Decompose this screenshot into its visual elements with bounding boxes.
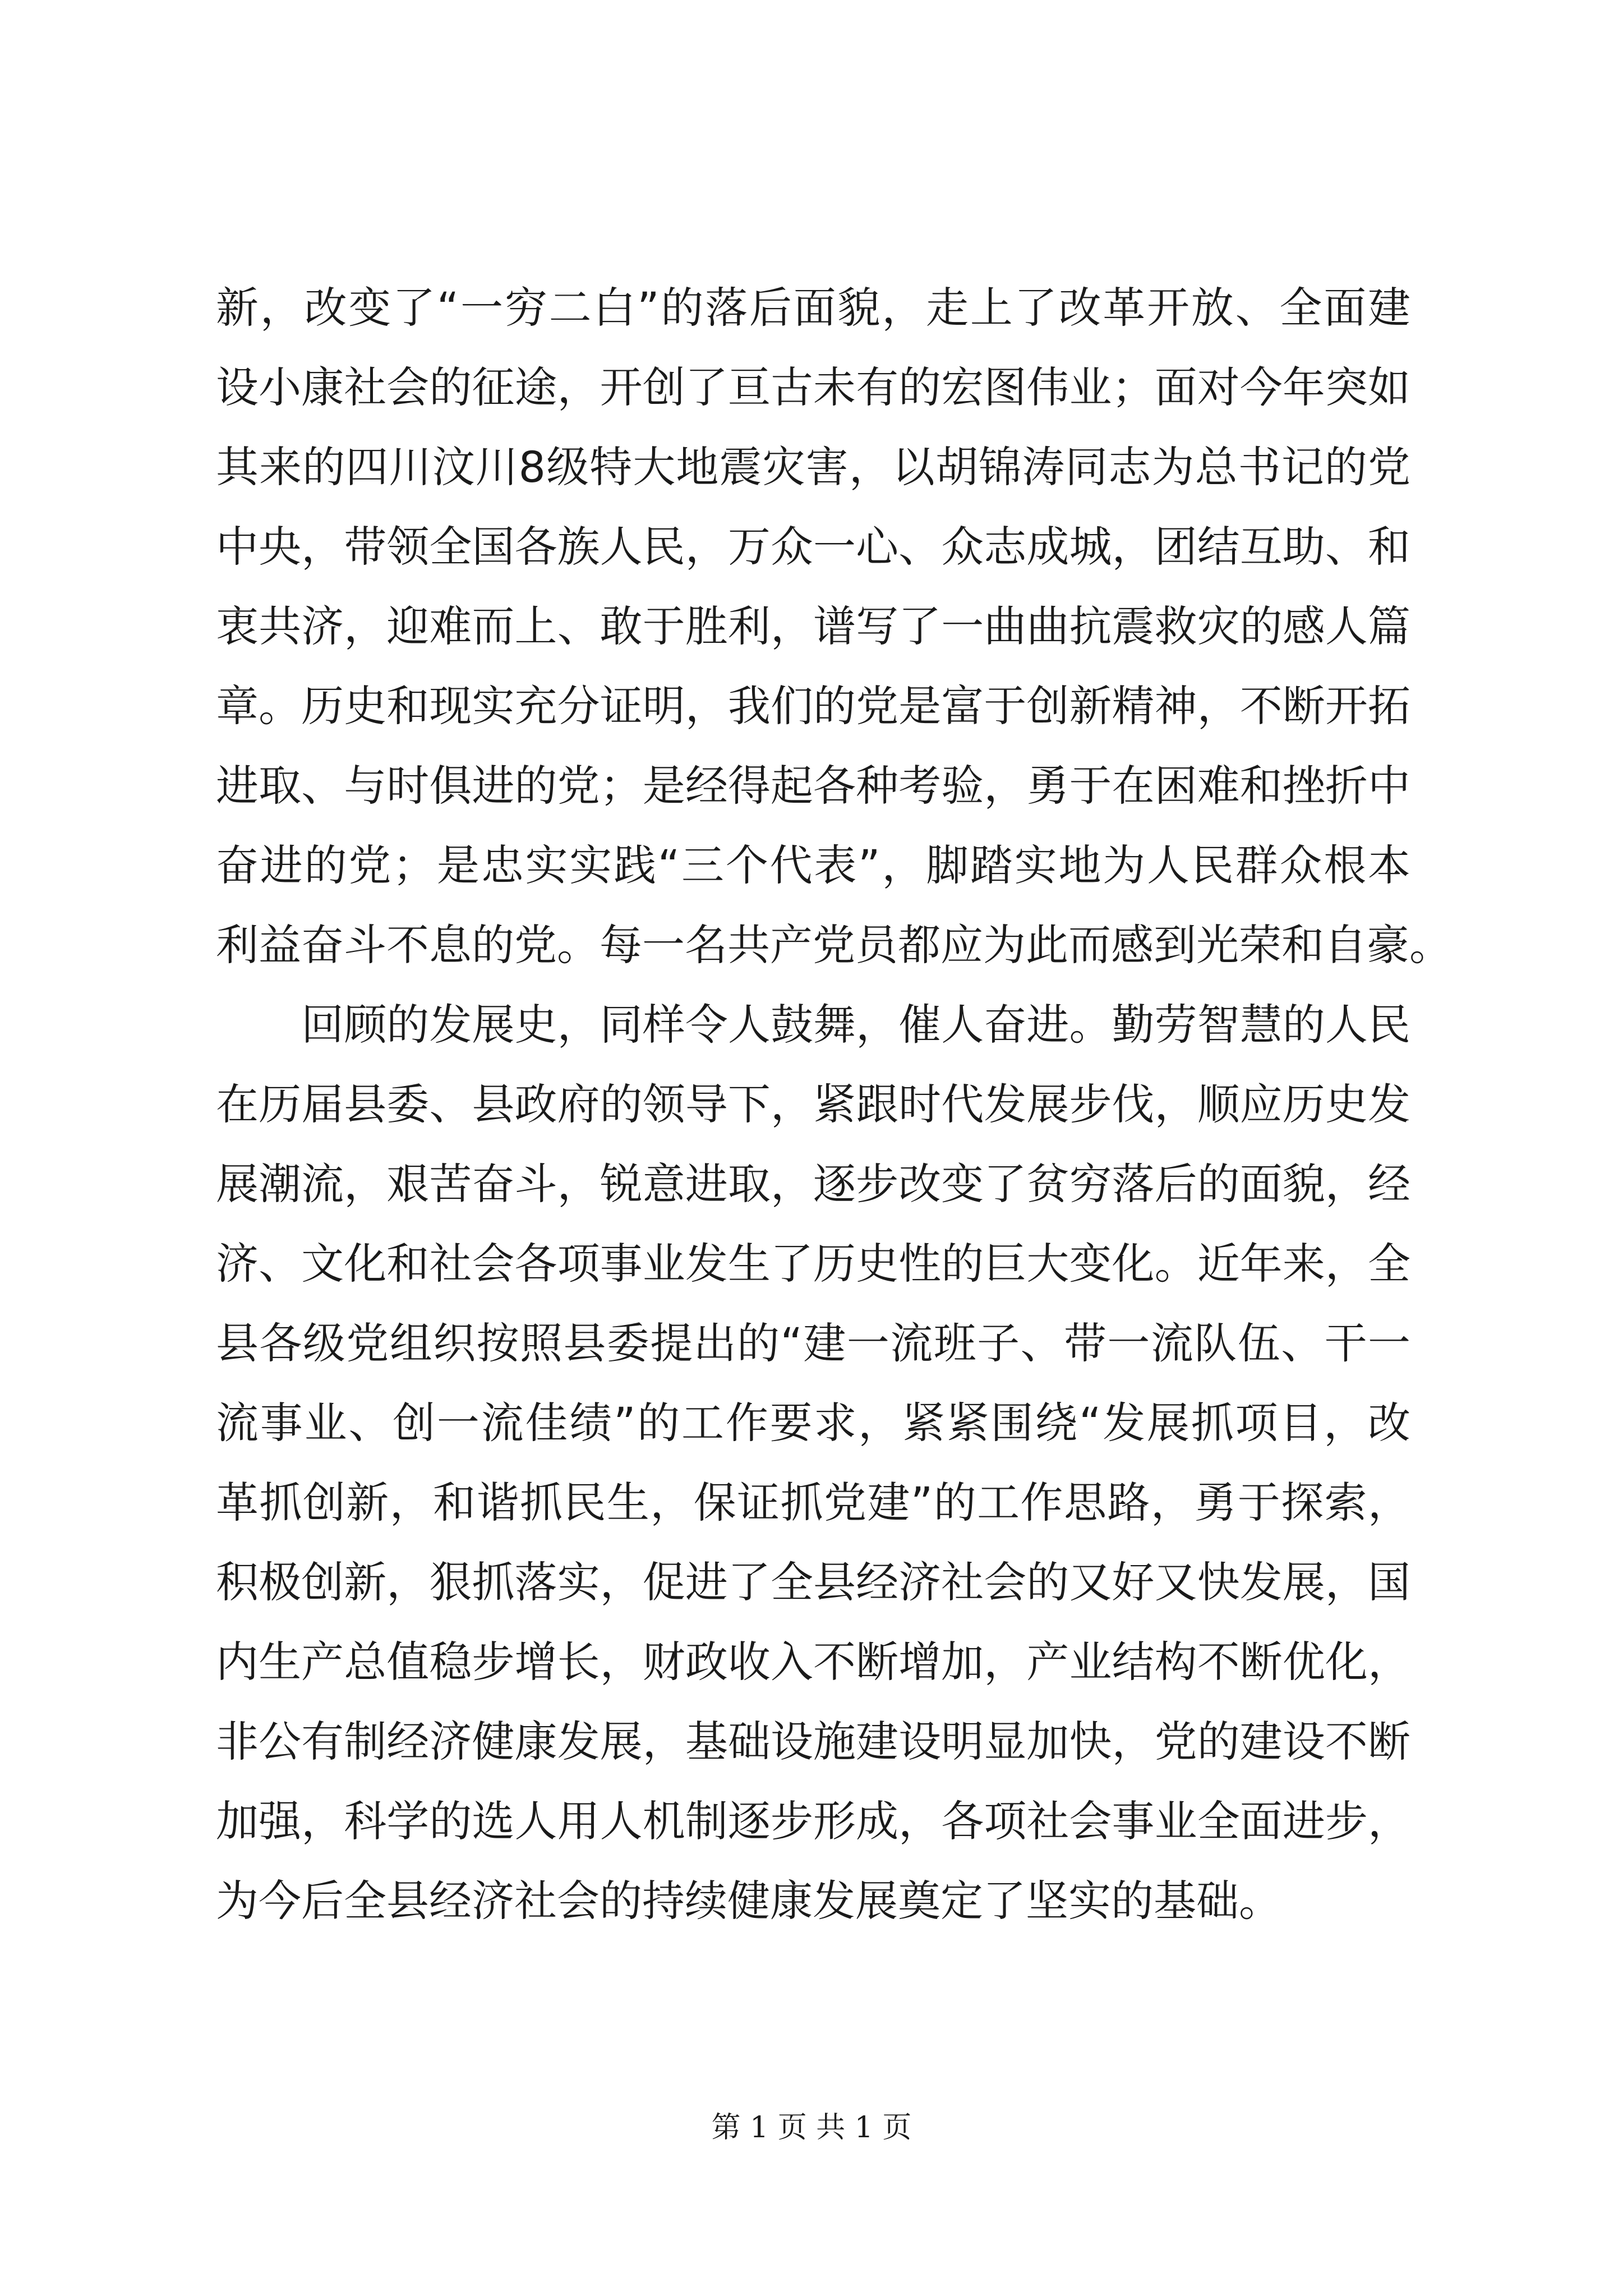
text-line: 设小康社会的征途，开创了亘古未有的宏图伟业；面对今年突如 <box>216 362 1410 412</box>
body-text <box>216 268 1452 1941</box>
text-line: 积极创新，狠抓落实，促进了全县经济社会的又好又快发展，国 <box>216 1557 1410 1607</box>
text-line: 进取、与时俱进的党；是经得起各种考验，勇于在困难和挫折中 <box>216 761 1410 811</box>
page-footer: 第 1 页 共 1 页 <box>711 2111 912 2145</box>
text-line: 内生产总值稳步增长，财政收入不断增加，产业结构不断优化， <box>216 1637 1410 1687</box>
text-line: 章。历史和现实充分证明，我们的党是富于创新精神，不断开拓 <box>216 681 1410 731</box>
text-line: 非公有制经济健康发展，基础设施建设明显加快，党的建设不断 <box>216 1717 1410 1766</box>
text-line: 中央，带领全国各族人民，万众一心、众志成城，团结互助、和 <box>216 522 1410 572</box>
text-line: 为今后全县经济社会的持续健康发展奠定了坚实的基础。 <box>216 1876 1281 1926</box>
text-line: 加强，科学的选人用人机制逐步形成，各项社会事业全面进步， <box>216 1796 1410 1846</box>
text-line: 在历届县委、县政府的领导下，紧跟时代发展步伐，顺应历史发 <box>216 1079 1410 1129</box>
text-line: 县各级党组织按照县委提出的“建一流班子、带一流队伍、干一 <box>216 1318 1410 1368</box>
text-line: 革抓创新，和谐抓民生，保证抓党建”的工作思路，勇于探索， <box>216 1478 1410 1527</box>
text-line: 利益奋斗不息的党。每一名共产党员都应为此而感到光荣和自豪。 <box>216 920 1452 970</box>
text-line: 其来的四川汶川8级特大地震灾害，以胡锦涛同志为总书记的党 <box>216 442 1410 492</box>
text-line: 流事业、创一流佳绩”的工作要求，紧紧围绕“发展抓项目，改 <box>216 1398 1410 1448</box>
text-line: 奋进的党；是忠实实践“三个代表”，脚踏实地为人民群众根本 <box>216 840 1410 890</box>
text-line: 回顾的发展史，同样令人鼓舞，催人奋进。勤劳智慧的人民 <box>216 1000 1410 1050</box>
text-line: 展潮流，艰苦奋斗，锐意进取，逐步改变了贫穷落后的面貌，经 <box>216 1159 1410 1209</box>
text-line: 衷共济，迎难而上、敢于胜利，谱写了一曲曲抗震救灾的感人篇 <box>216 601 1410 651</box>
text-line: 新，改变了“一穷二白”的落后面貌，走上了改革开放、全面建 <box>216 283 1410 333</box>
text-line: 济、文化和社会各项事业发生了历史性的巨大变化。近年来，全 <box>216 1239 1410 1289</box>
